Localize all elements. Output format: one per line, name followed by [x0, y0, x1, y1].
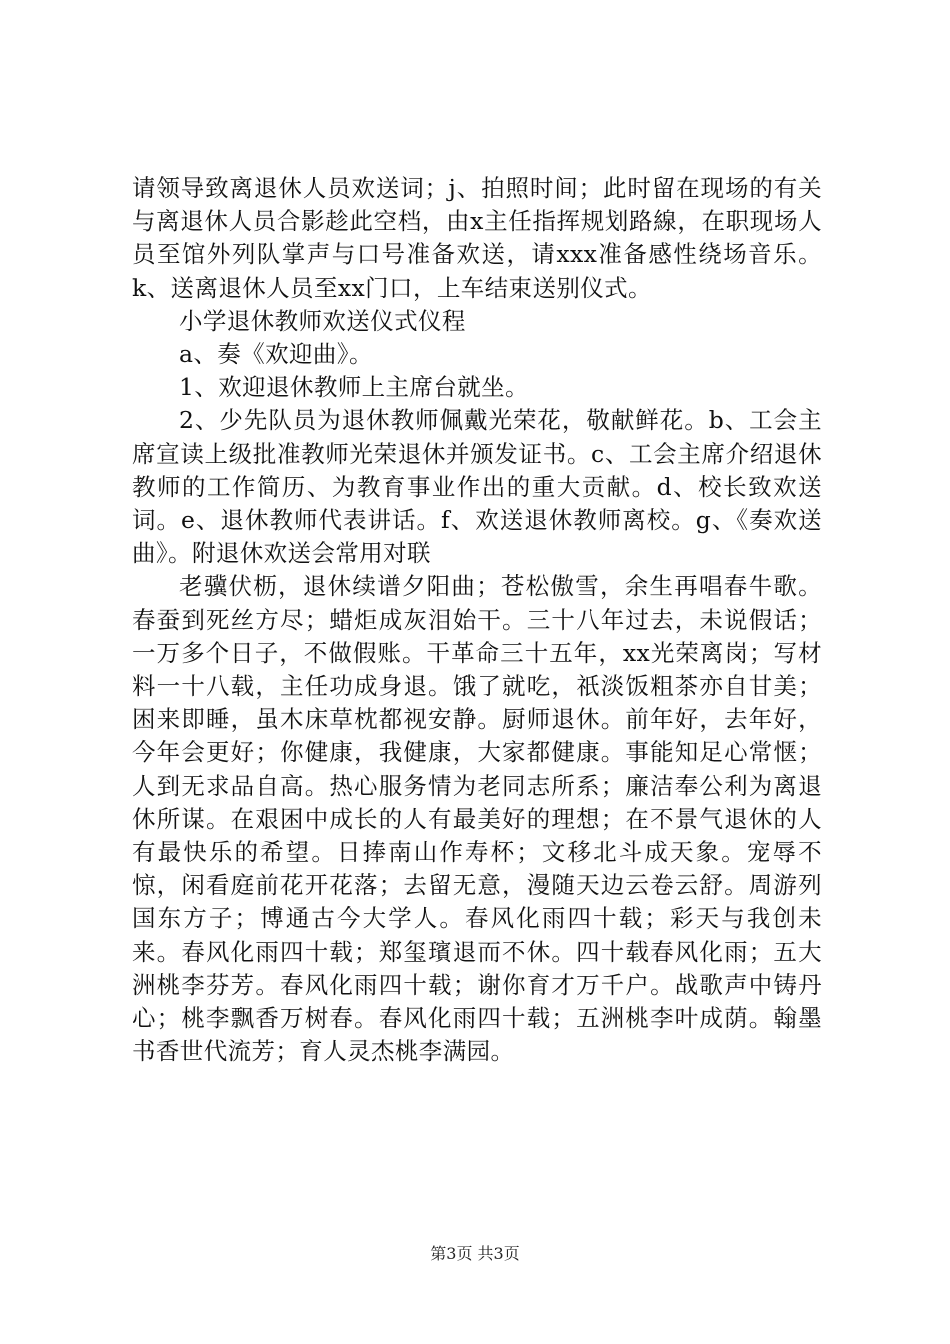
paragraph-3: a、奏《欢迎曲》。 [179, 340, 373, 369]
paragraph-5: 2、少先队员为退休教师佩戴光荣花，敬献鲜花。b、工会主席宣读上级批准教师光荣退休并颁发证书。c、工会主席介绍退休教师的工作简历、为教育事业作出的重大贡献。d、校长致欢送词。e、退休教师代表讲话。f、欢送退休教师离校。g、《奏欢送曲》。附退休欢送会常用对联 [132, 406, 822, 568]
paragraph-6-couplets: 老骥伏枥，退休续谱夕阳曲；苍松傲雪，余生再唱春牛歌。春蚕到死丝方尽；蜡炬成灰泪始干。三十八年过去，未说假话；一万多个日子，不做假账。干革命三十五年，xx光荣离岗；写材料一十八载，主任功成身退。饿了就吃，祇淡饭粗茶亦自甘美；困来即睡，虽木床草枕都视安静。厨师退休。前年好，去年好，今年会更好；你健康，我健康，大家都健康。事能知足心常惬；人到无求品自高。热心服务情为老同志所系；廉洁奉公利为离退休所谋。在艰困中成长的人有最美好的理想；在不景气退休的人有最快乐的希望。日捧南山作寿杯；文移北斗成天象。宠辱不惊，闲看庭前花开花落；去留无意，漫随天边云卷云舒。周游列国东方子；博通古今大学人。春风化雨四十载；彩天与我创未来。春风化雨四十载；郑玺璸退而不休。四十载春风化雨；五大洲桃李芬芳。春风化雨四十载；谢你育才万千户。战歌声中铸丹心；桃李飘香万树春。春风化雨四十载；五洲桃李叶成荫。翰墨书香世代流芳；育人灵杰桃李满园。 [132, 572, 822, 1066]
paragraph-2-heading: 小学退休教师欢送仪式仪程 [179, 306, 466, 335]
paragraph-4: 1、欢迎退休教师上主席台就坐。 [179, 373, 529, 402]
page-number-footer: 第3页 共3页 [430, 1244, 520, 1263]
document-body [132, 172, 822, 1068]
paragraph-1: 请领导致离退休人员欢送词；j、拍照时间；此时留在现场的有关与离退休人员合影趁此空档，由x主任指挥规划路線，在职现场人员至馆外列队掌声与口号准备欢送，请xxx准备感性绕场音乐。k、送离退休人员至xx门口，上车结束送别仪式。 [132, 174, 822, 302]
